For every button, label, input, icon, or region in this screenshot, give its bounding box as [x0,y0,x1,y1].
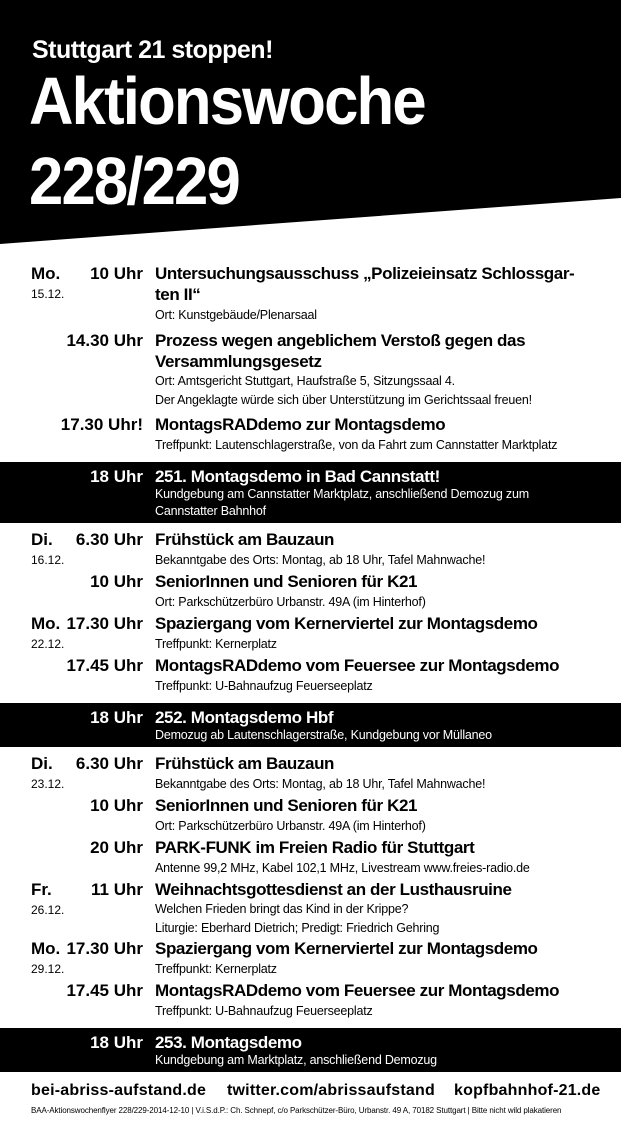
event-row [0,837,621,858]
footer-imprint: BAA-Aktionswochenflyer 228/229-2014-12-10 | V.i.S.d.P.: Ch. Schnepf, c/o Parkschützer-Büro, Urbanstr. 49 A, 70182 Stuttgart | Bitte nicht wild plakatieren [31,1106,562,1115]
event-detail: Ort: Parkschützerbüro Urbanstr. 49A (im Hinterhof) [155,595,426,609]
event-detail: Ort: Kunstgebäude/Plenarsaal [155,308,317,322]
event-detail: Liturgie: Eberhard Dietrich; Predigt: Friedrich Gehring [155,921,440,935]
footer-links [31,1082,601,1104]
event-detail: Treffpunkt: Kernerplatz [155,962,277,976]
event-time: 17.30 Uhr! [60,415,143,434]
event-detail-row [0,435,621,456]
header-subtitle: Stuttgart 21 stoppen! [32,36,273,64]
event-title: Frühstück am Bauzaun [155,754,335,773]
event-row [0,879,621,900]
event-row [0,414,621,435]
day-date: 23.12. [31,777,65,791]
header-title: Aktionswoche [29,64,425,139]
event-time: 6.30 Uhr [75,530,143,549]
event-time: 18 Uhr [90,1033,143,1052]
event-row [0,613,621,634]
event-detail-row [0,727,621,744]
event-title: Spaziergang vom Kernerviertel zur Montagsdemo [155,614,538,633]
event-title: Weihnachtsgottesdienst an der Lusthausruine [155,880,512,899]
event-time: 17.30 Uhr [66,614,143,633]
event-detail: Ort: Amtsgericht Stuttgart, Haufstraße 5, Sitzungssaal 4. [155,374,455,388]
event-title: Prozess wegen angeblichem Verstoß gegen das [155,331,526,350]
event-detail-row [0,816,621,837]
event-row [0,284,621,305]
day-date: 16.12. [31,553,65,567]
event-row [0,351,621,372]
event-time: 10 Uhr [90,264,143,283]
event-detail: Welchen Frieden bringt das Kind in der Krippe? [155,902,409,916]
event-detail-row [0,634,621,655]
event-row [0,655,621,676]
event-detail: Der Angeklagte würde sich über Unterstützung im Gerichtssaal freuen! [155,393,532,407]
event-title: Versammlungsgesetz [155,352,322,371]
event-row [0,330,621,351]
event-title: MontagsRADdemo vom Feuersee zur Montagsdemo [155,656,560,675]
day-date: 22.12. [31,637,65,651]
event-detail-row [0,305,621,326]
event-title: MontagsRADdemo zur Montagsdemo [155,415,446,434]
event-detail: Kundgebung am Cannstatter Marktplatz, anschließend Demozug zum [155,487,529,501]
footer-link-kopfbahnhof[interactable]: kopfbahnhof-21.de [454,1082,601,1099]
event-detail: Treffpunkt: U-Bahnaufzug Feuerseeplatz [155,679,373,693]
event-detail-row [0,676,621,697]
event-time: 17.30 Uhr [66,939,143,958]
event-title: Untersuchungsausschuss „Polizeieinsatz Schlossgar- [155,264,575,283]
day-label: Mo. [31,264,61,283]
header-dates: 15.12.- 29.12. [440,155,569,180]
event-title: 251. Montagsdemo in Bad Cannstatt! [155,467,440,486]
event-detail: Demozug ab Lautenschlagerstraße, Kundgebung vor Müllaneo [155,728,492,742]
event-detail-row [0,1052,621,1069]
event-detail: Kundgebung am Marktplatz, anschließend Demozug [155,1053,437,1067]
event-title: Frühstück am Bauzaun [155,530,335,549]
event-detail-row [0,592,621,613]
footer-link-twitter[interactable]: twitter.com/abrissaufstand [227,1082,435,1099]
event-title: ten II“ [155,285,201,304]
event-title: 253. Montagsdemo [155,1033,302,1052]
event-row [0,1032,621,1052]
event-title: SeniorInnen und Senioren für K21 [155,572,418,591]
event-time: 14.30 Uhr [66,331,143,350]
event-time: 17.45 Uhr [66,656,143,675]
event-detail: Ort: Parkschützerbüro Urbanstr. 49A (im Hinterhof) [155,819,426,833]
event-detail: Cannstatter Bahnhof [155,504,266,518]
event-time: 17.45 Uhr [66,981,143,1000]
event-detail-row [0,900,621,919]
event-title: SeniorInnen und Senioren für K21 [155,796,418,815]
event-title: MontagsRADdemo vom Feuersee zur Montagsdemo [155,981,560,1000]
event-time: 10 Uhr [90,572,143,591]
day-date: 15.12. [31,287,65,301]
event-detail-row [0,503,621,520]
event-title: 252. Montagsdemo Hbf [155,708,334,727]
event-detail: Treffpunkt: Lautenschlagerstraße, von da Fahrt zum Cannstatter Marktplatz [155,438,558,452]
day-label: Di. [31,530,53,549]
event-title: Spaziergang vom Kernerviertel zur Montagsdemo [155,939,538,958]
highlight-band [0,462,621,523]
event-time: 6.30 Uhr [75,754,143,773]
day-date: 26.12. [31,903,65,917]
day-label: Mo. [31,939,61,958]
event-detail-row [0,858,621,879]
day-label: Fr. [31,880,52,899]
event-row [0,753,621,774]
event-title: PARK-FUNK im Freien Radio für Stuttgart [155,838,475,857]
event-time: 11 Uhr [91,880,143,899]
event-detail-row [0,1001,621,1022]
event-time: 18 Uhr [90,467,143,486]
day-label: Di. [31,754,53,773]
event-detail: Antenne 99,2 MHz, Kabel 102,1 MHz, Livestream www.freies-radio.de [155,861,530,875]
event-detail-row [0,774,621,795]
event-detail: Bekanntgabe des Orts: Montag, ab 18 Uhr, Tafel Mahnwache! [155,553,486,567]
day-label: Mo. [31,614,61,633]
event-row [0,529,621,550]
event-detail-row [0,486,621,503]
event-time: 18 Uhr [90,708,143,727]
event-time: 20 Uhr [90,838,143,857]
day-date: 29.12. [31,962,65,976]
event-row [0,263,621,284]
event-row [0,707,621,727]
schedule [0,263,621,1078]
event-detail: Treffpunkt: Kernerplatz [155,637,277,651]
event-time: 10 Uhr [90,796,143,815]
highlight-band [0,703,621,747]
event-detail: Treffpunkt: U-Bahnaufzug Feuerseeplatz [155,1004,373,1018]
event-row [0,980,621,1001]
event-detail-row [0,372,621,391]
highlight-band [0,1028,621,1072]
event-row [0,938,621,959]
header-banner [0,0,621,245]
header-number: 228/229 [29,144,239,219]
event-detail-row [0,959,621,980]
footer-link-website[interactable]: bei-abriss-aufstand.de [31,1082,207,1099]
event-row [0,795,621,816]
event-row [0,466,621,486]
event-row [0,571,621,592]
event-detail-row [0,391,621,410]
event-detail-row [0,550,621,571]
event-detail-row [0,919,621,938]
event-detail: Bekanntgabe des Orts: Montag, ab 18 Uhr, Tafel Mahnwache! [155,777,486,791]
